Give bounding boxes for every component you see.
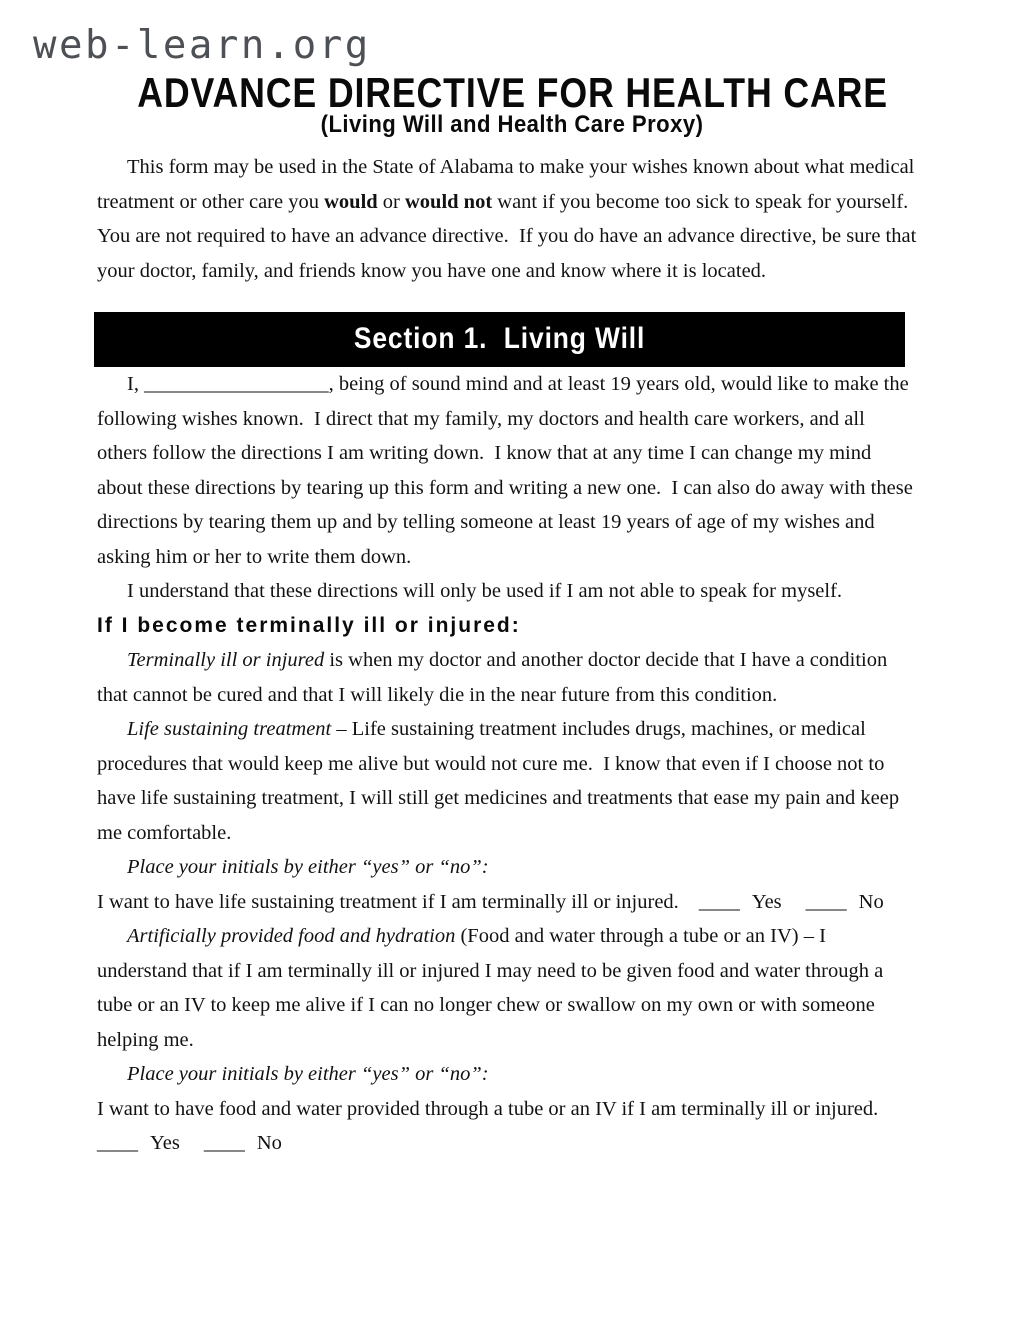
food-yes-blank[interactable]: ____	[97, 1132, 138, 1154]
life-sustaining-question-text: I want to have life sustaining treatment if I am terminally ill or injured.	[97, 890, 679, 913]
page-subtitle-text: (Living Will and Health Care Proxy)	[321, 111, 704, 138]
terminally-ill-definition	[97, 643, 919, 712]
life-sustaining-definition	[97, 712, 919, 850]
understanding-text: I understand that these directions will only be used if I am not able to speak for myself.	[127, 580, 843, 602]
food-no-blank[interactable]: ____	[203, 1132, 245, 1154]
food-yes-label: Yes	[150, 1132, 180, 1154]
watermark	[33, 23, 371, 68]
food-hydration-paragraph	[97, 919, 919, 1057]
terminally-ill-definition-text: is when my doctor and another doctor decide that I have a condition that cannot be cured and that I will likely die in the near future from this condition.	[97, 649, 893, 706]
initials-prompt-1	[97, 850, 919, 885]
declaration-lead: I,	[127, 373, 145, 395]
initials-prompt-1-text: Place your initials by either “yes” or “no”:	[127, 856, 489, 878]
terminally-ill-term: Terminally ill or injured	[127, 649, 325, 671]
life-sustaining-term: Life sustaining treatment	[127, 718, 332, 740]
watermark-text: web-learn.org	[33, 23, 371, 68]
intro-bold-would: would	[324, 190, 378, 213]
food-hydration-term: Artificially provided food and hydration	[127, 925, 456, 947]
section-1-header-bar	[94, 312, 905, 367]
food-question-text: I want to have food and water provided through a tube or an IV if I am terminally ill or injured.	[97, 1097, 879, 1120]
declarant-name-blank[interactable]: __________________	[144, 373, 329, 395]
understanding-paragraph	[97, 574, 919, 609]
food-initials-row	[97, 1126, 919, 1161]
document-body	[97, 150, 922, 1161]
intro-bold-would-not: would not	[405, 190, 493, 213]
life-sustaining-yes-label: Yes	[751, 890, 782, 913]
food-question-row	[97, 1092, 919, 1127]
declaration-rest: , being of sound mind and at least 19 years old, would like to make the following wishes known. I direct that my family, my doctors and health care workers, and all others follow the directions I am writing down. I know that at any time I can change my mind about these directions by tearing up this form and writing a new one. I can also do away with these directions by tearing them up and by telling someone at least 19 years of age of my wishes and asking him or her to write them down.	[97, 373, 918, 568]
page-subtitle	[0, 112, 1025, 138]
intro-paragraph	[97, 150, 922, 288]
life-sustaining-yes-blank[interactable]: ____	[698, 890, 740, 913]
life-sustaining-no-blank[interactable]: ____	[805, 890, 847, 913]
initials-prompt-2-text: Place your initials by either “yes” or “no”:	[127, 1063, 489, 1085]
food-no-label: No	[256, 1132, 282, 1154]
food-hydration-definition-text: (Food and water through a tube or an IV) – I understand that if I am terminally ill or injured I may need to be given food and water through a tube or an IV to keep me alive if I can no longer chew or swallow on my own or with someone helping me.	[97, 925, 889, 1051]
life-sustaining-definition-text: – Life sustaining treatment includes drugs, machines, or medical procedures that would keep me alive but would not cure me. I know that even if I choose not to have life sustaining treatment, I will still get medicines and treatments that ease my pain and keep me comfortable.	[97, 718, 905, 844]
intro-text-2: or	[377, 190, 405, 213]
life-sustaining-question-row	[97, 885, 919, 920]
terminally-ill-heading-text: If I become terminally ill or injured:	[97, 613, 521, 637]
terminally-ill-heading	[97, 609, 919, 644]
intro-text-3: want if you become too sick to speak for yourself. You are not required to have an advance directive. If you do have an advance directive, be sure that your doctor, family, and friends know you have one and know where it is located.	[97, 190, 922, 282]
section-1-title: Section 1. Living Will	[353, 322, 646, 356]
page-title	[0, 69, 1025, 116]
life-sustaining-no-label: No	[858, 890, 884, 913]
intro-text-1: This form may be used in the State of Alabama to make your wishes known about what medical treatment or other care you	[97, 156, 920, 213]
page-title-text: ADVANCE DIRECTIVE FOR HEALTH CARE	[137, 69, 888, 116]
declaration-paragraph	[97, 367, 919, 574]
initials-prompt-2	[97, 1057, 919, 1092]
